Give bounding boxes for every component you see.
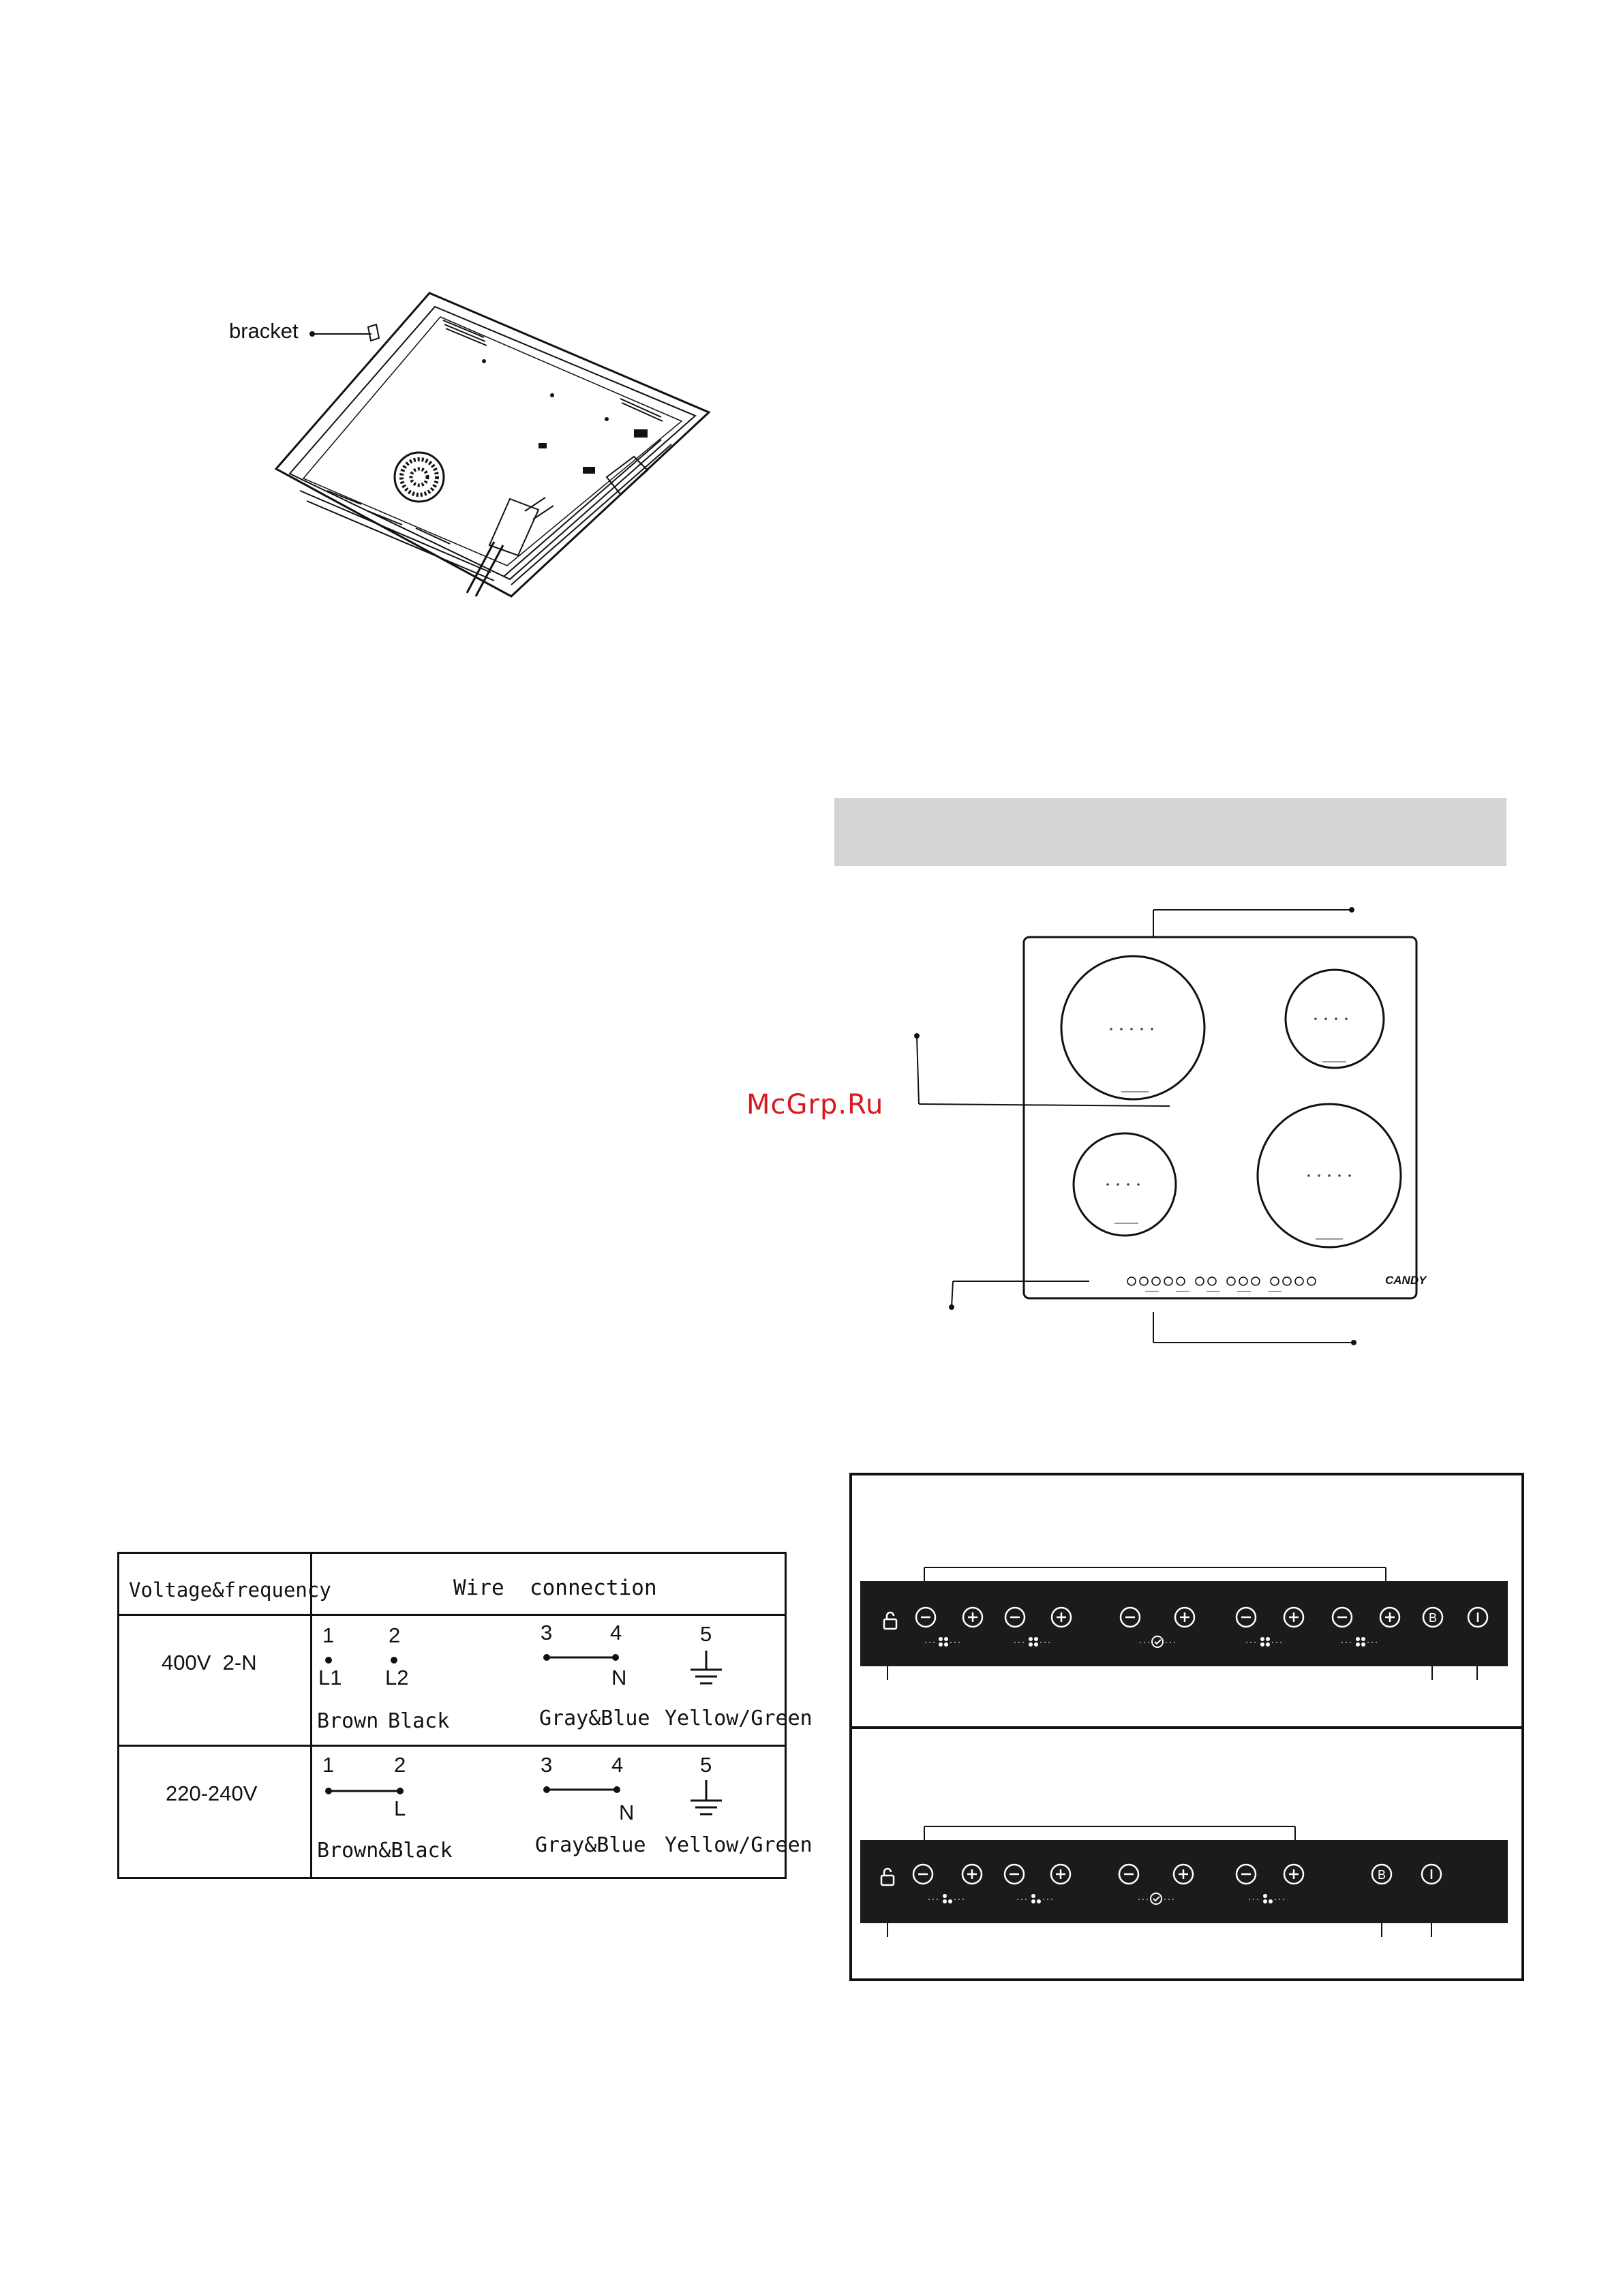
- row2-color-brownblack: Brown&Black: [317, 1839, 453, 1863]
- row2-term-5: 5: [700, 1753, 712, 1777]
- minus-icon[interactable]: [916, 1608, 935, 1627]
- row1-term-2: 2: [389, 1623, 401, 1647]
- power-icon[interactable]: [1468, 1608, 1487, 1627]
- row1-term-4: 4: [610, 1621, 622, 1644]
- plus-icon[interactable]: [1175, 1608, 1194, 1627]
- minus-icon[interactable]: [1121, 1608, 1140, 1627]
- row1-color-black: Black: [388, 1709, 450, 1733]
- minus-icon[interactable]: [1237, 1865, 1256, 1884]
- zone-front-left: [1074, 1133, 1176, 1236]
- hob-top-drawing: [886, 879, 1431, 1370]
- row2-term-3: 3: [541, 1753, 553, 1777]
- minus-icon[interactable]: [1119, 1865, 1138, 1884]
- plus-icon[interactable]: [1052, 1608, 1071, 1627]
- plus-icon[interactable]: [1174, 1865, 1193, 1884]
- boost-label: B: [1377, 1868, 1386, 1882]
- hob-underside-drawing: [225, 286, 716, 613]
- row2-term-2: 2: [394, 1753, 406, 1777]
- plus-icon[interactable]: [1284, 1865, 1303, 1884]
- lock-icon[interactable]: [881, 1869, 894, 1885]
- lock-icon[interactable]: [884, 1612, 896, 1629]
- row1-term-5: 5: [700, 1622, 712, 1646]
- row1-term-1: 1: [322, 1623, 335, 1647]
- plus-icon[interactable]: [1380, 1608, 1399, 1627]
- plus-icon[interactable]: [1051, 1865, 1070, 1884]
- row1-term-3: 3: [541, 1621, 553, 1644]
- zone-rear-right: [1286, 970, 1384, 1068]
- row1-sub-N: N: [611, 1666, 627, 1689]
- bracket-figure: [225, 286, 716, 613]
- bracket-label: bracket: [229, 319, 299, 343]
- brand-logo: CANDY: [1385, 1274, 1427, 1287]
- control-panel-4-zone: [860, 1813, 1508, 1939]
- control-panel-5-zone: [860, 1561, 1508, 1683]
- section-header-band: [834, 798, 1506, 866]
- row1-voltage: 400V 2-N: [162, 1651, 257, 1674]
- row1-color-yellowgreen: Yellow/Green: [665, 1706, 813, 1730]
- plus-icon[interactable]: [1284, 1608, 1303, 1627]
- watermark-text: McGrp.Ru: [746, 1089, 884, 1120]
- minus-icon[interactable]: [1005, 1608, 1025, 1627]
- row2-sub-N: N: [619, 1801, 635, 1824]
- row2-term-1: 1: [322, 1753, 335, 1777]
- minus-icon[interactable]: [1333, 1608, 1352, 1627]
- wiring-symbols: [119, 1554, 789, 1881]
- panel1-keys: [860, 1561, 1508, 1683]
- minus-icon[interactable]: [1005, 1865, 1024, 1884]
- boost-label: B: [1428, 1611, 1438, 1625]
- zone-rear-left: [1061, 956, 1204, 1099]
- row2-color-yellowgreen: Yellow/Green: [665, 1833, 813, 1857]
- header-wire-connection: Wire connection: [453, 1576, 657, 1600]
- header-voltage: Voltage&frequency: [129, 1578, 331, 1602]
- power-icon[interactable]: [1422, 1865, 1441, 1884]
- row2-voltage: 220-240V: [166, 1781, 258, 1805]
- row2-sub-L: L: [394, 1796, 406, 1820]
- plus-icon[interactable]: [963, 1608, 982, 1627]
- row2-term-4: 4: [611, 1753, 624, 1777]
- panel-divider: [849, 1726, 1524, 1729]
- wiring-table: [117, 1552, 813, 1879]
- hob-top-view: [886, 879, 1431, 1370]
- panel2-keys: [860, 1813, 1508, 1939]
- plus-icon[interactable]: [962, 1865, 982, 1884]
- fan-grille: [395, 453, 444, 502]
- panel2-zone-indicators: [943, 1894, 1273, 1903]
- row1-color-brown: Brown: [317, 1709, 379, 1733]
- row1-sub-L2: L2: [385, 1666, 409, 1689]
- minus-icon[interactable]: [913, 1865, 932, 1884]
- row2-color-grayblue: Gray&Blue: [535, 1833, 646, 1857]
- row1-color-graybluе: Gray&Blue: [539, 1706, 650, 1730]
- minus-icon[interactable]: [1237, 1608, 1256, 1627]
- row1-sub-L1: L1: [318, 1666, 342, 1689]
